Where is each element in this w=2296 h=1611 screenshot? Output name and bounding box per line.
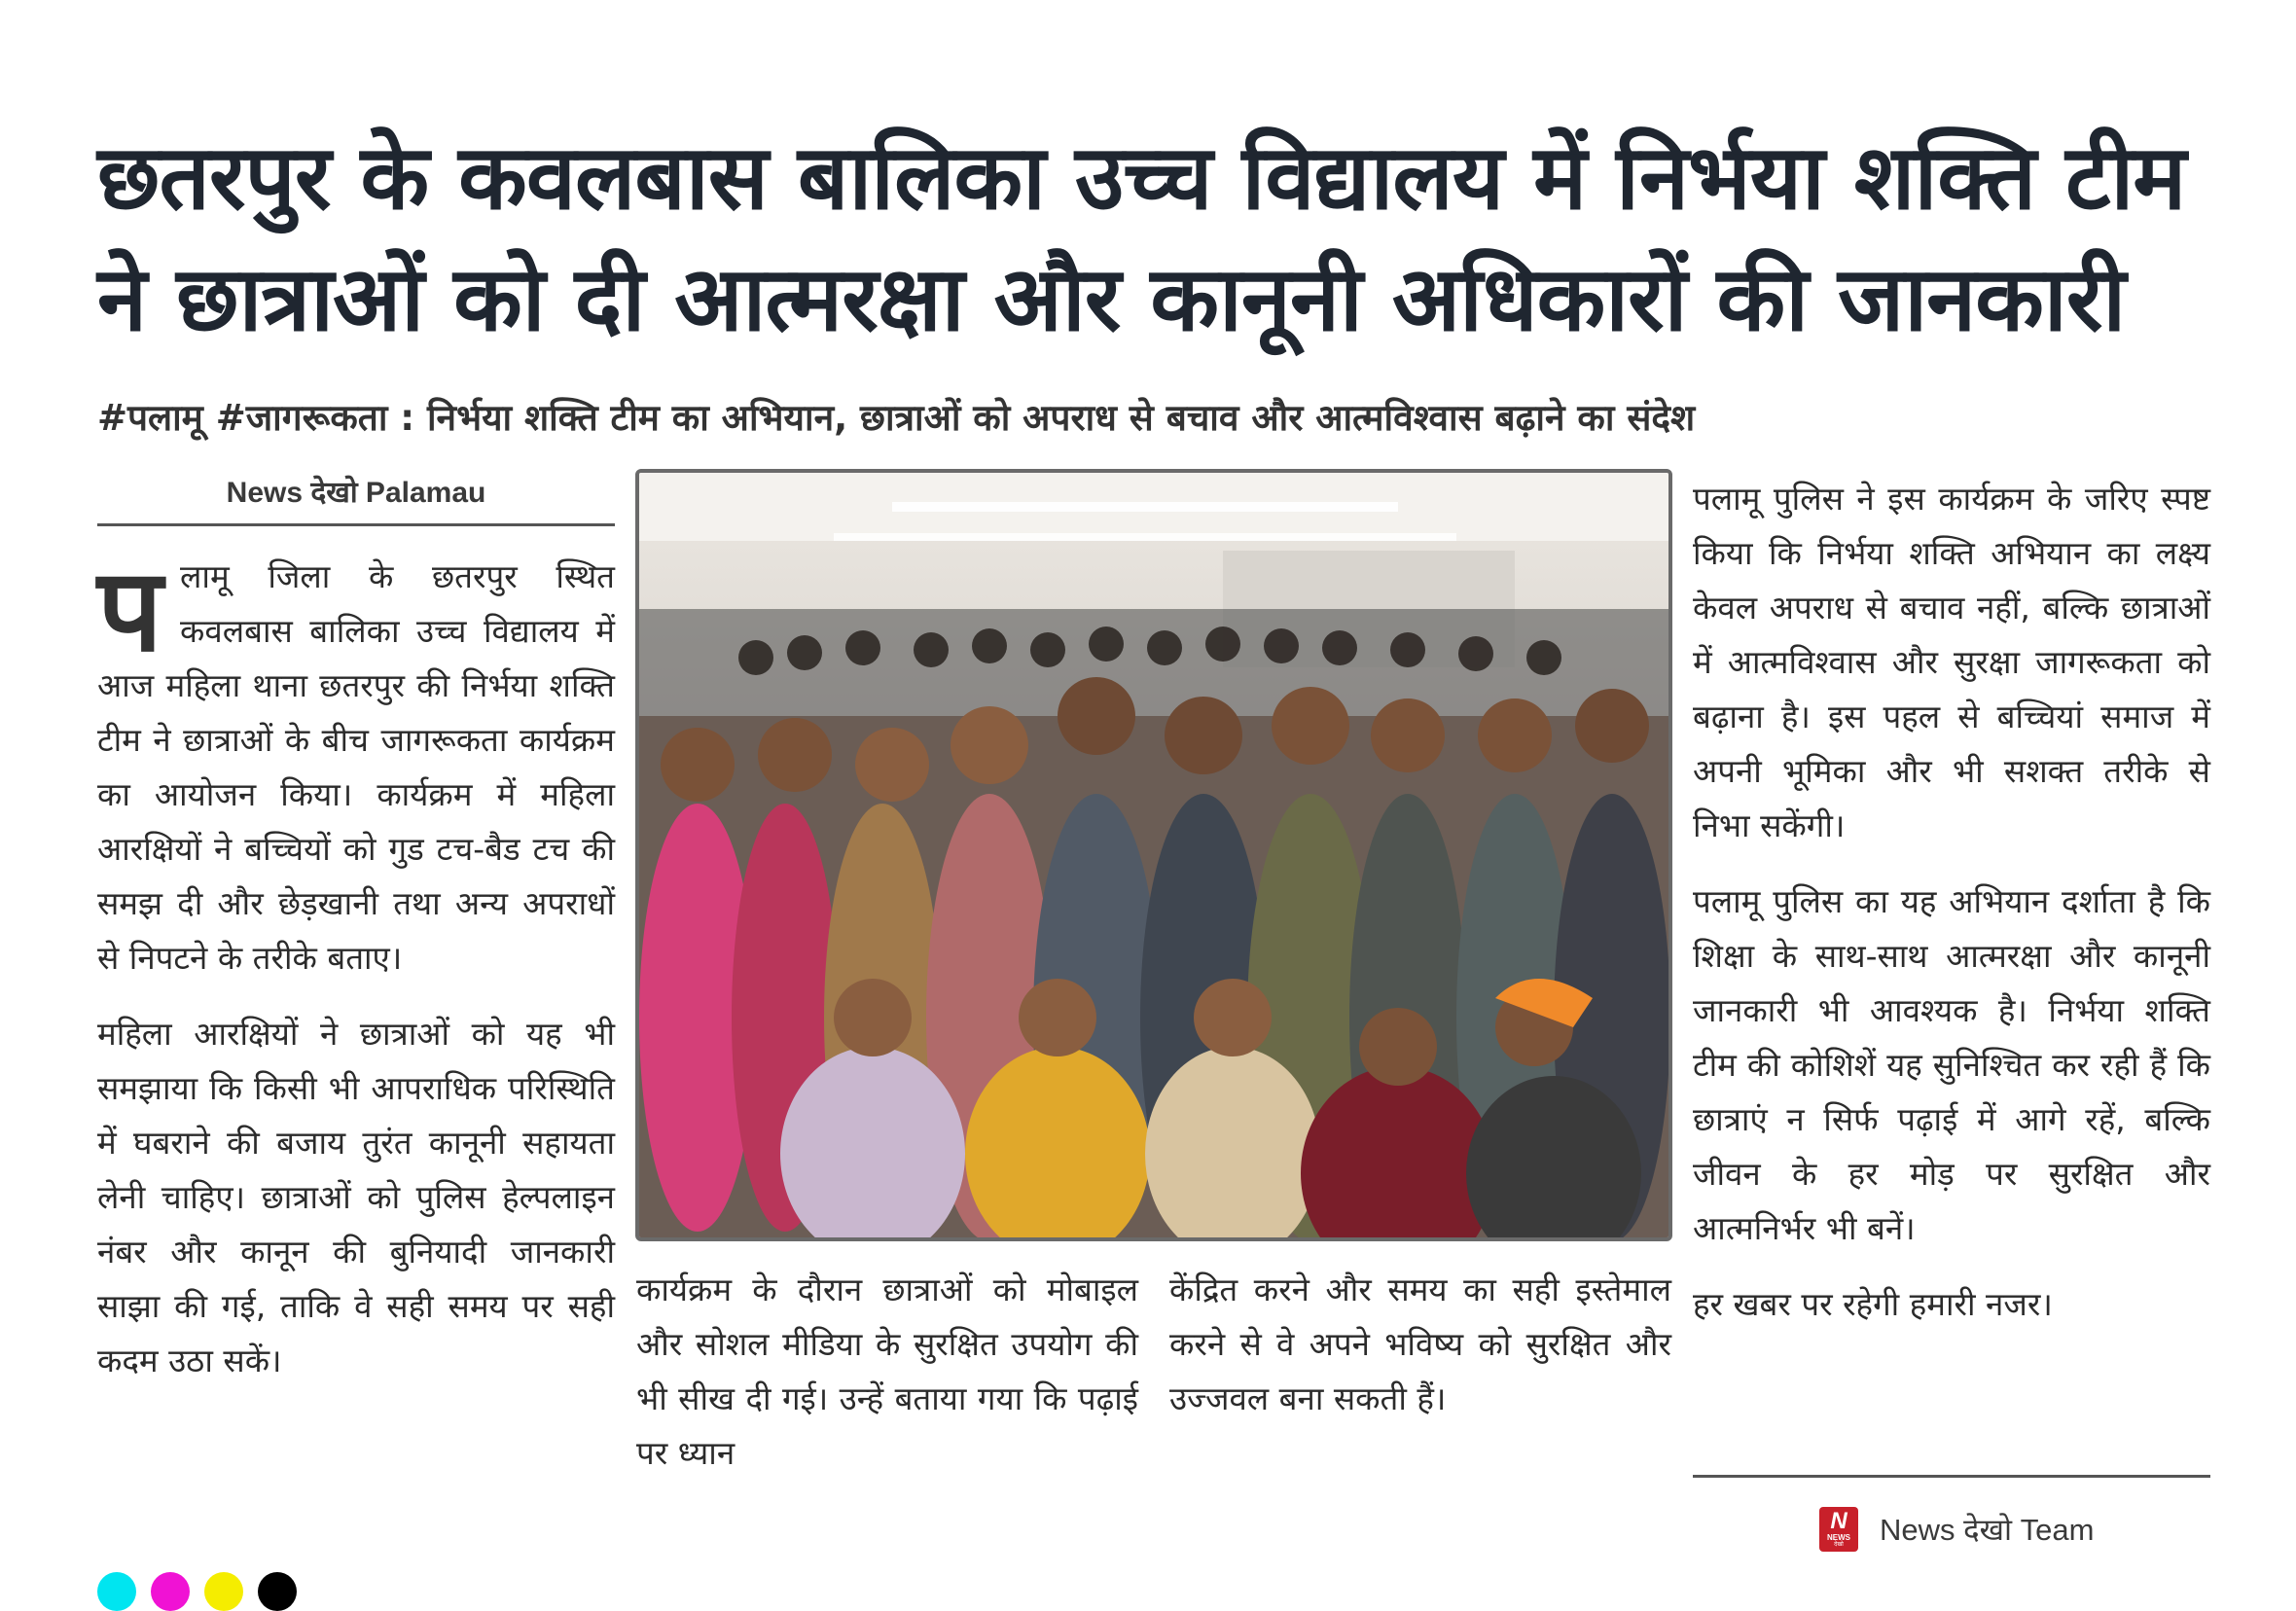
black-dot: [258, 1572, 297, 1611]
cyan-dot: [97, 1572, 136, 1611]
logo-letter: N: [1830, 1508, 1848, 1534]
signature-divider: [1693, 1475, 2210, 1478]
headline: छतरपुर के कवलबास बालिका उच्च विद्यालय में निर्भया शक्ति टीम ने छात्राओं को दी आत्मरक्षा और कानूनी अधिकारों की जानकारी: [97, 125, 2186, 351]
byline-divider: [97, 523, 615, 526]
event-photo: [635, 469, 1672, 1241]
byline: News देखो Palamau: [226, 477, 486, 509]
logo-word: NEWS: [1827, 1533, 1850, 1542]
magenta-dot: [151, 1572, 190, 1611]
article-column-4: [1693, 472, 2210, 1353]
paragraph-7: हर खबर पर रहेगी हमारी नजर।: [1693, 1285, 2053, 1323]
logo-sub: देखो: [1834, 1542, 1844, 1548]
paragraph-5: पलामू पुलिस ने इस कार्यक्रम के जरिए स्पष्ट किया कि निर्भया शक्ति अभियान का लक्ष्य केवल अपराध से बचाव नहीं, बल्कि छात्राओं में आत्मविश्वास और सुरक्षा जागरूकता को बढ़ाना है। इस पहल से बच्चियां समाज में अपनी भूमिका और भी सशक्त तरीके से निभा सकेंगी।: [1693, 480, 2210, 844]
paragraph-3: कार्यक्रम के दौरान छात्राओं को मोबाइल और सोशल मीडिया के सुरक्षित उपयोग की भी सीख दी गई। उन्हें बताया गया कि पढ़ाई पर ध्यान: [636, 1271, 1138, 1472]
yellow-dot: [204, 1572, 243, 1611]
paragraph-2: महिला आरक्षियों ने छात्राओं को यह भी समझाया कि किसी भी आपराधिक परिस्थिति में घबराने की बजाय तुरंत कानूनी सहायता लेनी चाहिए। छात्राओं को पुलिस हेल्पलाइन नंबर और कानून की बुनियादी जानकारी साझा की गई, ताकि वे सही समय पर सही कदम उठा सकें।: [97, 1015, 615, 1379]
paragraph-6: पलामू पुलिस का यह अभियान दर्शाता है कि शिक्षा के साथ-साथ आत्मरक्षा और कानूनी जानकारी भी आवश्यक है। निर्भया शक्ति टीम की कोशिशें यह सुनिश्चित कर रही हैं कि छात्राएं न सिर्फ पढ़ाई में आगे रहें, बल्कि जीवन के हर मोड़ पर सुरक्षित और आत्मनिर्भर भी बनें।: [1693, 882, 2210, 1247]
team-credit: [1819, 1506, 2094, 1553]
print-color-marks: [97, 1572, 297, 1611]
drop-cap: प: [97, 543, 163, 677]
article-column-3: [1169, 1263, 1671, 1448]
event-photo-image: [639, 473, 1668, 1237]
article-column-2: [636, 1263, 1138, 1502]
article-column-1: [97, 543, 615, 1410]
news-dekho-logo-icon: [1819, 1507, 1858, 1552]
paragraph-1: [97, 543, 615, 985]
team-label: News देखो Team: [1880, 1513, 2095, 1547]
paragraph-4: केंद्रित करने और समय का सही इस्तेमाल करने से वे अपने भविष्य को सुरक्षित और उज्जवल बना सकती हैं।: [1169, 1271, 1671, 1417]
paragraph-1-text: लामू जिला के छतरपुर स्थित कवलबास बालिका उच्च विद्यालय में आज महिला थाना छतरपुर की निर्भया शक्ति टीम ने छात्राओं के बीच जागरूकता कार्यक्रम का आयोजन किया। कार्यक्रम में महिला आरक्षियों ने बच्चियों को गुड टच-बैड टच की समझ दी और छेड़खानी तथा अन्य अपराधों से निपटने के तरीके बताए।: [97, 557, 615, 977]
subheadline: #पलामू #जागरूकता : निर्भया शक्ति टीम का अभियान, छात्राओं को अपराध से बचाव और आत्मविश्वास बढ़ाने का संदेश: [97, 397, 1696, 439]
